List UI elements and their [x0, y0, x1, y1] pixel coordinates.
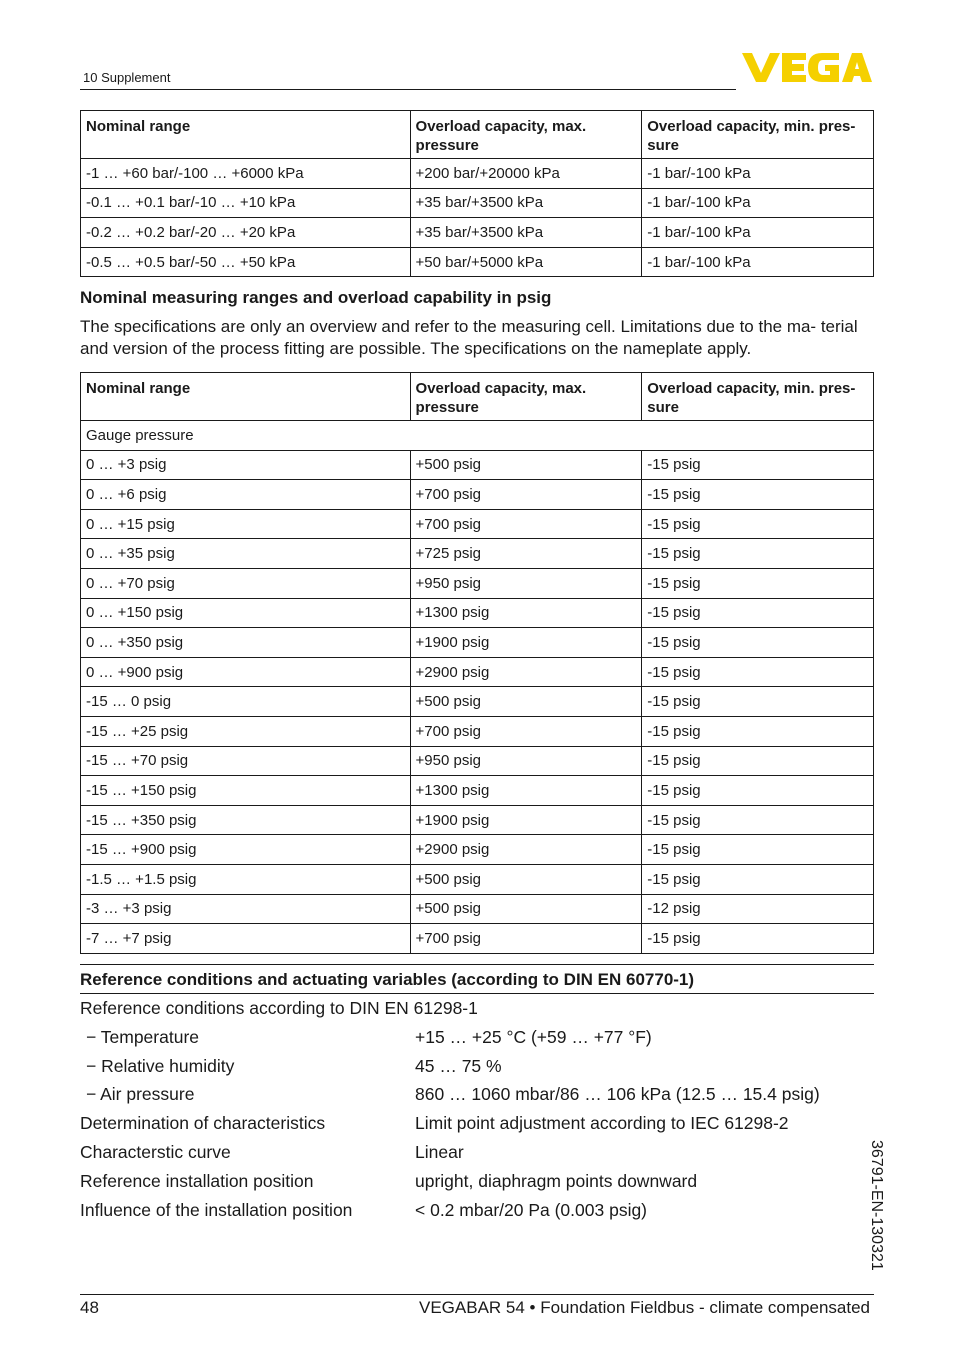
- group-label-gauge-pressure: Gauge pressure: [81, 421, 874, 451]
- vega-logo: [742, 53, 872, 83]
- table-row: [81, 716, 874, 746]
- cell-nominal-range: -0.2 … +0.2 bar/-20 … +20 kPa: [81, 218, 411, 248]
- cell-nominal-range: -15 … +70 psig: [81, 746, 411, 776]
- cell-overload-max: +950 psig: [410, 568, 642, 598]
- psig-range-table: [80, 372, 874, 954]
- table-row: [81, 509, 874, 539]
- reference-list: [80, 996, 874, 1226]
- table-row: [81, 568, 874, 598]
- reference-label: Reference installation position: [80, 1170, 314, 1191]
- cell-nominal-range: -15 … 0 psig: [81, 687, 411, 717]
- cell-overload-max: +500 psig: [410, 864, 642, 894]
- reference-row: [80, 1169, 874, 1198]
- cell-nominal-range: 0 … +350 psig: [81, 628, 411, 658]
- table-row: [81, 188, 874, 218]
- table-row: [81, 247, 874, 277]
- reference-value: 860 … 1060 mbar/86 … 106 kPa (12.5 … 15.4 psig): [415, 1084, 820, 1105]
- cell-overload-min: -15 psig: [642, 598, 874, 628]
- reference-value: +15 … +25 °C (+59 … +77 °F): [415, 1026, 652, 1047]
- footer-title: VEGABAR 54 • Foundation Fieldbus - climate compensated: [418, 1298, 870, 1317]
- psig-paragraph: The specifications are only an overview and refer to the measuring cell. Limitations due to the ma- terial and version of the process fitting are possible. The specifications on the nameplate apply.: [80, 317, 858, 358]
- cell-overload-max: +500 psig: [410, 450, 642, 480]
- table-row: [81, 894, 874, 924]
- cell-overload-min: -1 bar/-100 kPa: [642, 188, 874, 218]
- header-overload-max: Overload capacity, max. pressure: [410, 111, 642, 159]
- cell-overload-max: +1900 psig: [410, 628, 642, 658]
- cell-overload-min: -15 psig: [642, 539, 874, 569]
- table-header-row: [81, 373, 874, 421]
- table-row: [81, 598, 874, 628]
- reference-value: Linear: [415, 1141, 464, 1162]
- table-row: [81, 218, 874, 248]
- cell-overload-min: -12 psig: [642, 894, 874, 924]
- cell-nominal-range: -0.5 … +0.5 bar/-50 … +50 kPa: [81, 247, 411, 277]
- reference-value: < 0.2 mbar/20 Pa (0.003 psig): [415, 1199, 648, 1220]
- cell-overload-min: -15 psig: [642, 835, 874, 865]
- reference-top-rule: [80, 964, 874, 965]
- cell-overload-max: +700 psig: [410, 716, 642, 746]
- header-nominal-range: Nominal range: [81, 373, 411, 421]
- logo-letter-e: [782, 53, 806, 82]
- cell-overload-max: +950 psig: [410, 746, 642, 776]
- reference-label: Characterstic curve: [80, 1141, 231, 1162]
- table-row: [81, 924, 874, 954]
- cell-overload-max: +1900 psig: [410, 805, 642, 835]
- table-row: [81, 864, 874, 894]
- cell-nominal-range: 0 … +70 psig: [81, 568, 411, 598]
- table-header-row: [81, 111, 874, 159]
- cell-overload-min: -1 bar/-100 kPa: [642, 159, 874, 189]
- cell-overload-min: -15 psig: [642, 687, 874, 717]
- reference-row: [80, 1025, 874, 1054]
- cell-nominal-range: -1 … +60 bar/-100 … +6000 kPa: [81, 159, 411, 189]
- cell-overload-max: +500 psig: [410, 687, 642, 717]
- cell-nominal-range: -15 … +25 psig: [81, 716, 411, 746]
- table-row: [81, 628, 874, 658]
- reference-row: [80, 1054, 874, 1083]
- group-row: [81, 421, 874, 451]
- cell-nominal-range: -1.5 … +1.5 psig: [81, 864, 411, 894]
- footer-rule: [80, 1294, 874, 1295]
- cell-overload-min: -15 psig: [642, 568, 874, 598]
- cell-nominal-range: 0 … +15 psig: [81, 509, 411, 539]
- cell-overload-min: -15 psig: [642, 776, 874, 806]
- cell-nominal-range: 0 … +900 psig: [81, 657, 411, 687]
- cell-nominal-range: -15 … +350 psig: [81, 805, 411, 835]
- cell-overload-min: -15 psig: [642, 628, 874, 658]
- cell-overload-max: +500 psig: [410, 894, 642, 924]
- logo-letter-v: [742, 53, 780, 82]
- page-number: 48: [80, 1298, 99, 1317]
- cell-nominal-range: -7 … +7 psig: [81, 924, 411, 954]
- table-row: [81, 687, 874, 717]
- psig-heading: Nominal measuring ranges and overload capability in psig: [80, 288, 552, 307]
- cell-overload-min: -15 psig: [642, 864, 874, 894]
- cell-overload-max: +50 bar/+5000 kPa: [410, 247, 642, 277]
- cell-overload-min: -1 bar/-100 kPa: [642, 218, 874, 248]
- header-rule: [80, 89, 736, 90]
- cell-overload-max: +700 psig: [410, 509, 642, 539]
- reference-row: [80, 1140, 874, 1169]
- cell-nominal-range: -15 … +900 psig: [81, 835, 411, 865]
- cell-nominal-range: 0 … +150 psig: [81, 598, 411, 628]
- cell-overload-min: -1 bar/-100 kPa: [642, 247, 874, 277]
- table-row: [81, 746, 874, 776]
- table-row: [81, 657, 874, 687]
- cell-overload-min: -15 psig: [642, 924, 874, 954]
- reference-value: Limit point adjustment according to IEC 61298-2: [415, 1113, 789, 1134]
- header-overload-min: Overload capacity, min. pres- sure: [642, 373, 874, 421]
- cell-overload-max: +2900 psig: [410, 657, 642, 687]
- reference-label: − Relative humidity: [86, 1055, 235, 1076]
- reference-bottom-rule: [80, 993, 874, 994]
- reference-label: Influence of the installation position: [80, 1199, 353, 1220]
- cell-overload-max: +700 psig: [410, 480, 642, 510]
- cell-overload-min: -15 psig: [642, 509, 874, 539]
- table-row: [81, 539, 874, 569]
- cell-overload-max: +1300 psig: [410, 776, 642, 806]
- cell-overload-min: -15 psig: [642, 746, 874, 776]
- table-row: [81, 805, 874, 835]
- cell-overload-min: -15 psig: [642, 716, 874, 746]
- reference-intro: Reference conditions according to DIN EN 61298-1: [80, 998, 478, 1018]
- cell-nominal-range: -3 … +3 psig: [81, 894, 411, 924]
- logo-letter-g: [808, 53, 839, 82]
- section-header: 10 Supplement: [83, 70, 171, 85]
- header-overload-min: Overload capacity, min. pres- sure: [642, 111, 874, 159]
- cell-overload-min: -15 psig: [642, 805, 874, 835]
- table-row: [81, 835, 874, 865]
- reference-row: [80, 1198, 874, 1227]
- cell-overload-max: +2900 psig: [410, 835, 642, 865]
- cell-nominal-range: -15 … +150 psig: [81, 776, 411, 806]
- table-row: [81, 159, 874, 189]
- cell-nominal-range: 0 … +35 psig: [81, 539, 411, 569]
- header-nominal-range: Nominal range: [81, 111, 411, 159]
- reference-value: 45 … 75 %: [415, 1055, 502, 1076]
- kpa-range-table: [80, 110, 874, 277]
- cell-overload-max: +1300 psig: [410, 598, 642, 628]
- cell-overload-min: -15 psig: [642, 657, 874, 687]
- cell-overload-max: +35 bar/+3500 kPa: [410, 218, 642, 248]
- cell-nominal-range: 0 … +6 psig: [81, 480, 411, 510]
- reference-label: Determination of characteristics: [80, 1113, 326, 1134]
- table-row: [81, 480, 874, 510]
- header-overload-max: Overload capacity, max. pressure: [410, 373, 642, 421]
- reference-intro-row: [80, 996, 874, 1025]
- cell-overload-min: -15 psig: [642, 450, 874, 480]
- reference-value: upright, diaphragm points downward: [415, 1170, 698, 1191]
- reference-heading: Reference conditions and actuating variables (according to DIN EN 60770-1): [80, 970, 695, 989]
- reference-label: − Air pressure: [86, 1084, 195, 1105]
- cell-overload-min: -15 psig: [642, 480, 874, 510]
- cell-nominal-range: -0.1 … +0.1 bar/-10 … +10 kPa: [81, 188, 411, 218]
- reference-row: [80, 1111, 874, 1140]
- cell-overload-max: +200 bar/+20000 kPa: [410, 159, 642, 189]
- document-code: 36791-EN-130321: [868, 1140, 885, 1271]
- reference-label: − Temperature: [86, 1026, 200, 1047]
- table-row: [81, 776, 874, 806]
- cell-overload-max: +700 psig: [410, 924, 642, 954]
- cell-overload-max: +725 psig: [410, 539, 642, 569]
- reference-row: [80, 1082, 874, 1111]
- cell-overload-max: +35 bar/+3500 kPa: [410, 188, 642, 218]
- table-row: [81, 450, 874, 480]
- cell-nominal-range: 0 … +3 psig: [81, 450, 411, 480]
